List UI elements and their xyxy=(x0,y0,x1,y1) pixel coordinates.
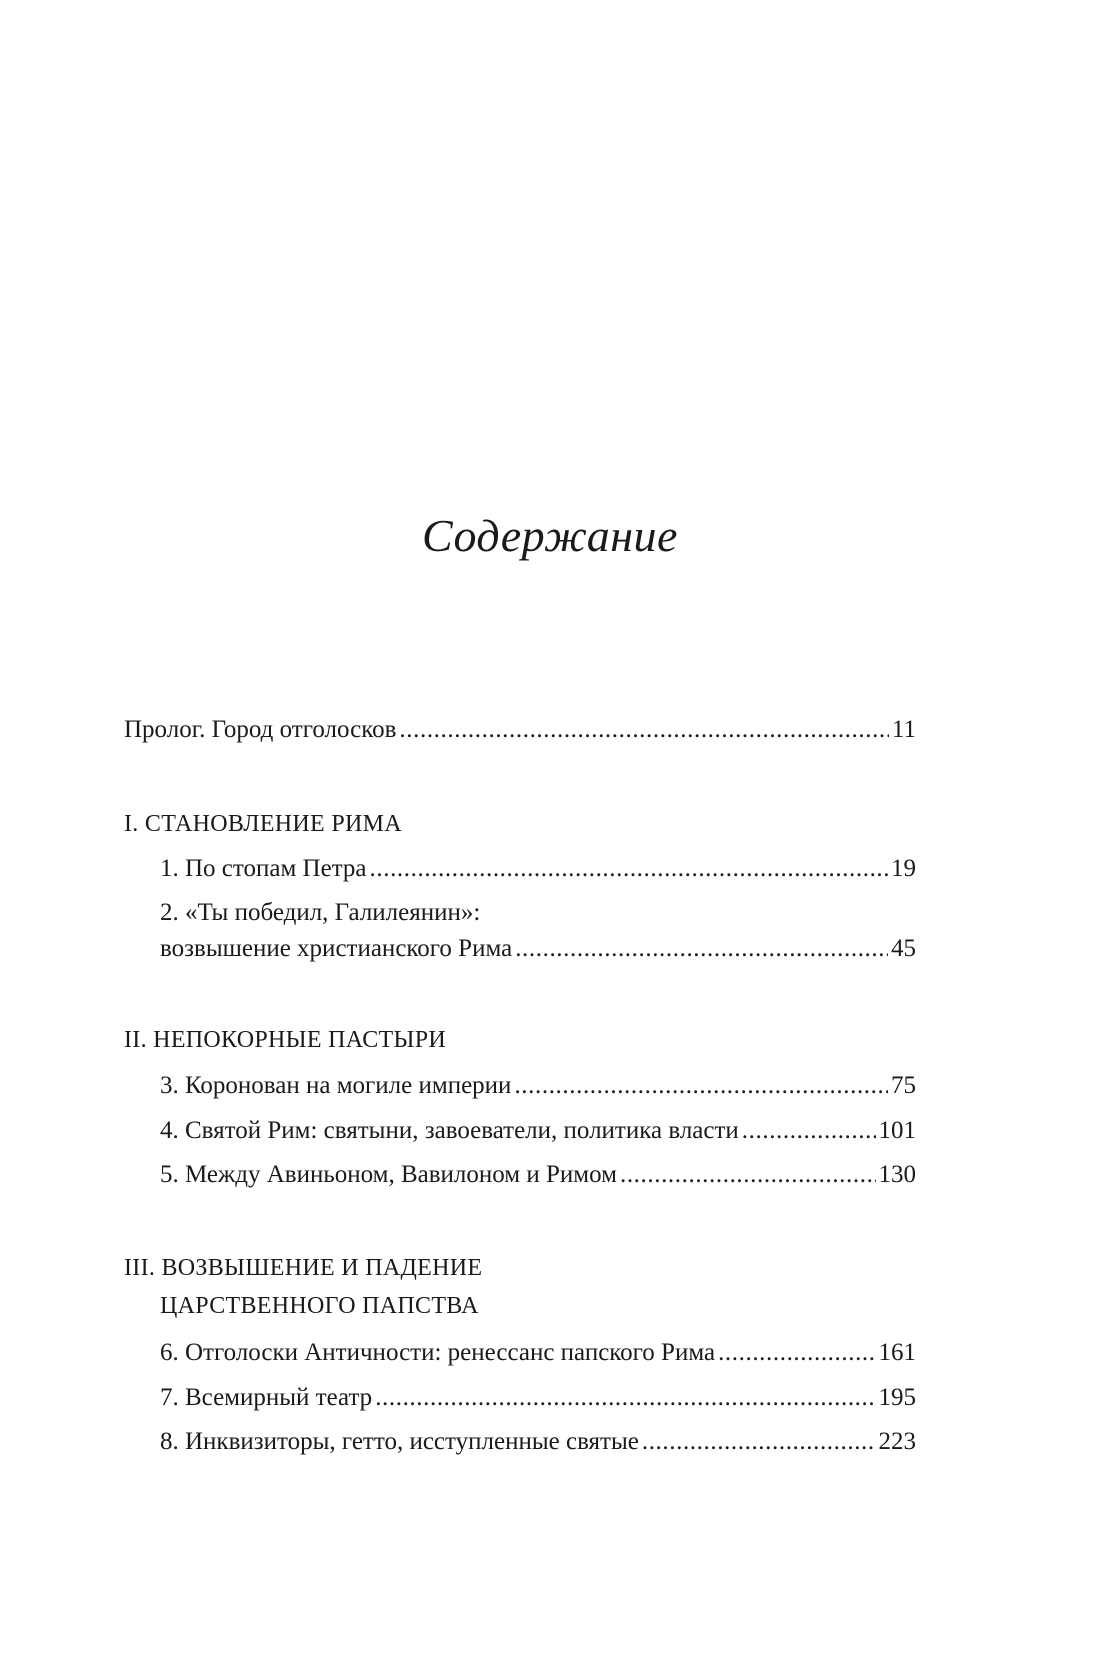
toc-page-number: 101 xyxy=(878,1117,916,1144)
part-heading-2: II. НЕПОКОРНЫЕ ПАСТЫРИ xyxy=(124,1027,446,1053)
toc-entry-chapter-2-line-1[interactable]: 2. «Ты победил, Галилеянин»: xyxy=(160,899,481,926)
toc-page-number: 19 xyxy=(891,855,916,882)
toc-leader-dots xyxy=(515,932,888,966)
toc-leader-dots xyxy=(742,1114,876,1148)
toc-entry-title: 7. Всемирный театр xyxy=(160,1384,373,1411)
toc-page-number: 195 xyxy=(878,1384,916,1411)
page-title: Содержание xyxy=(422,510,678,561)
part-heading-1: I. СТАНОВЛЕНИЕ РИМА xyxy=(124,811,402,837)
toc-entry-title: 3. Коронован на могиле империи xyxy=(160,1072,512,1099)
toc-entry-title: 1. По стопам Петра xyxy=(160,855,367,882)
toc-entry-title: 6. Отголоски Античности: ренессанс папского Рима xyxy=(160,1339,716,1366)
toc-leader-dots xyxy=(514,1069,888,1103)
toc-page-number: 223 xyxy=(878,1428,916,1455)
toc-leader-dots xyxy=(399,713,889,747)
toc-entry-title: 5. Между Авиньоном, Вавилоном и Римом xyxy=(160,1161,617,1188)
toc-page-number: 45 xyxy=(891,935,916,962)
toc-entry-chapter-5[interactable] xyxy=(160,1158,916,1192)
toc-leader-dots xyxy=(375,1381,875,1415)
toc-entry-title: 8. Инквизиторы, гетто, исступленные святые xyxy=(160,1428,639,1455)
toc-page-number: 75 xyxy=(891,1072,916,1099)
toc-leader-dots xyxy=(718,1336,875,1370)
toc-entry-title: 4. Святой Рим: святыни, завоеватели, политика власти xyxy=(160,1117,739,1144)
toc-entry-chapter-3[interactable] xyxy=(160,1069,916,1103)
toc-leader-dots xyxy=(642,1425,876,1459)
toc-entry-chapter-7[interactable] xyxy=(160,1381,916,1415)
toc-entry-title: возвышение христианского Рима xyxy=(160,935,513,962)
toc-leader-dots xyxy=(620,1158,876,1192)
toc-page-number: 11 xyxy=(891,716,916,743)
toc-page-number: 161 xyxy=(878,1339,916,1366)
part-heading-3-line-2: ЦАРСТВЕННОГО ПАПСТВА xyxy=(160,1293,479,1319)
toc-entry-title: Пролог. Город отголосков xyxy=(124,716,397,743)
toc-entry-chapter-2[interactable] xyxy=(160,932,916,966)
toc-entry-chapter-8[interactable] xyxy=(160,1425,916,1459)
toc-leader-dots xyxy=(370,852,888,886)
toc-entry-chapter-1[interactable] xyxy=(160,852,916,886)
part-heading-3-line-1: III. ВОЗВЫШЕНИЕ И ПАДЕНИЕ xyxy=(124,1255,483,1281)
toc-entry-prologue[interactable] xyxy=(124,713,916,747)
toc-page-number: 130 xyxy=(878,1161,916,1188)
toc-entry-chapter-6[interactable] xyxy=(160,1336,916,1370)
toc-entry-chapter-4[interactable] xyxy=(160,1114,916,1148)
